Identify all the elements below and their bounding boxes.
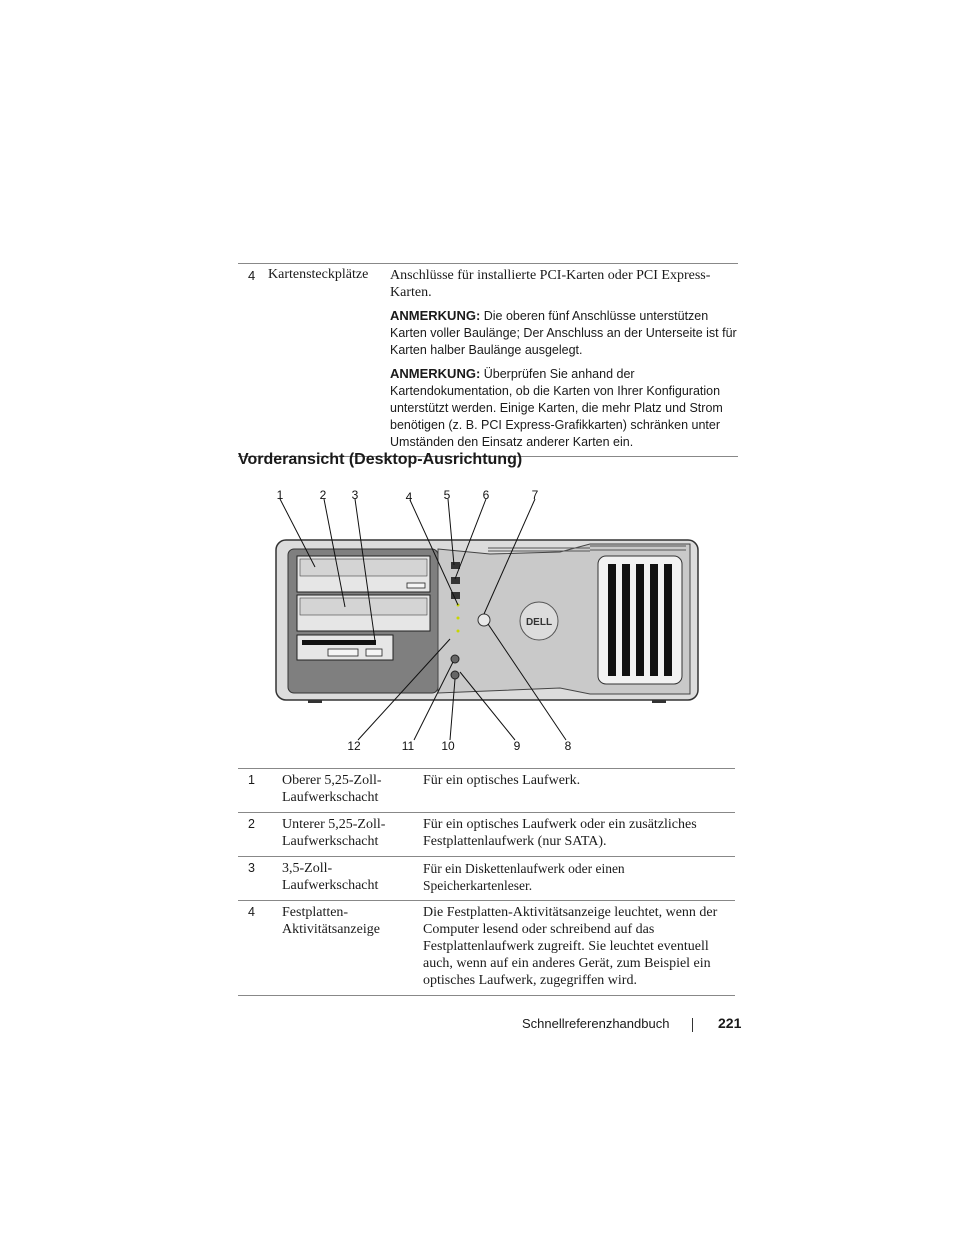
note-label: ANMERKUNG: xyxy=(390,308,481,323)
headphone-jack-icon xyxy=(451,655,459,663)
logo-text: DELL xyxy=(525,617,553,628)
section-heading: Vorderansicht (Desktop-Ausrichtung) xyxy=(238,451,523,468)
table-row xyxy=(238,857,735,901)
callout-label: 2 xyxy=(319,488,327,502)
table-row xyxy=(238,901,735,996)
callout-label: 7 xyxy=(531,488,539,502)
note-label: ANMERKUNG: xyxy=(390,366,481,381)
callout-label: 8 xyxy=(564,739,572,753)
callout-label: 10 xyxy=(441,739,455,753)
callout-label: 3 xyxy=(351,488,359,502)
row-description-cell xyxy=(390,264,738,456)
footer-separator xyxy=(692,1018,693,1032)
row-label: Kartensteckplätze xyxy=(268,267,369,282)
row-label: Oberer 5,25-Zoll-Laufwerkschacht xyxy=(282,769,423,813)
status-light-icon xyxy=(457,617,460,620)
note-text: Die oberen fünf Anschlüsse unterstützen Karten voller Baulänge; Der Anschluss an der Unterseite ist für Karten halber Baulänge ausgelegt. xyxy=(390,309,737,357)
computer-front-figure xyxy=(260,482,720,757)
row-number: 3 xyxy=(238,857,282,901)
callout-label: 9 xyxy=(513,739,521,753)
row-description: Für ein Diskettenlaufwerk oder einen Speicherkartenleser. xyxy=(423,857,735,901)
callout-label: 6 xyxy=(482,488,490,502)
page-number: 221 xyxy=(718,1015,742,1031)
table-row xyxy=(238,769,735,813)
row-description: Anschlüsse für installierte PCI-Karten oder PCI Express-Karten. xyxy=(390,268,711,300)
note-1 xyxy=(390,307,738,359)
row-description: Für ein optisches Laufwerk oder ein zusätzliches Festplattenlaufwerk (nur SATA). xyxy=(423,813,735,857)
top-table xyxy=(238,263,738,457)
note-2 xyxy=(390,365,738,451)
row-label: Festplatten-Aktivitätsanzeige xyxy=(282,901,423,996)
legend-table xyxy=(238,768,735,996)
note-text: Überprüfen Sie anhand der Kartendokumentation, ob die Karten von Ihrer Konfiguration unterstützt werden. Einige Karten, die mehr Platz und Strom benötigen (z. B. PCI Express-Grafikkarten) schränken unter Umständen den Einsatz anderer Karten ein. xyxy=(390,367,723,449)
row-description: Für ein optisches Laufwerk. xyxy=(423,769,735,813)
table-row xyxy=(238,813,735,857)
row-label: Unterer 5,25-Zoll-Laufwerkschacht xyxy=(282,813,423,857)
row-number: 4 xyxy=(248,268,256,283)
callout-label: 11 xyxy=(401,739,415,753)
usb-port-icon xyxy=(451,562,460,569)
callout-label: 12 xyxy=(347,739,361,753)
status-light-icon xyxy=(457,630,460,633)
callout-label: 1 xyxy=(276,488,284,502)
footer-title: Schnellreferenzhandbuch xyxy=(522,1016,670,1031)
row-label: 3,5-Zoll-Laufwerkschacht xyxy=(282,857,423,901)
row-number: 1 xyxy=(238,769,282,813)
callout-label: 4 xyxy=(405,490,413,504)
row-number: 2 xyxy=(238,813,282,857)
row-number: 4 xyxy=(238,901,282,996)
row-description: Die Festplatten-Aktivitätsanzeige leuchtet, wenn der Computer lesend oder schreibend auf das Festplattenlaufwerk zugreift. Sie leuchtet eventuell auch, wenn auf ein anderes Gerät, zum Beispiel ein optisches Laufwerk, zugegriffen wird. xyxy=(423,901,735,996)
microphone-jack-icon xyxy=(451,671,459,679)
callout-label: 5 xyxy=(443,488,451,502)
